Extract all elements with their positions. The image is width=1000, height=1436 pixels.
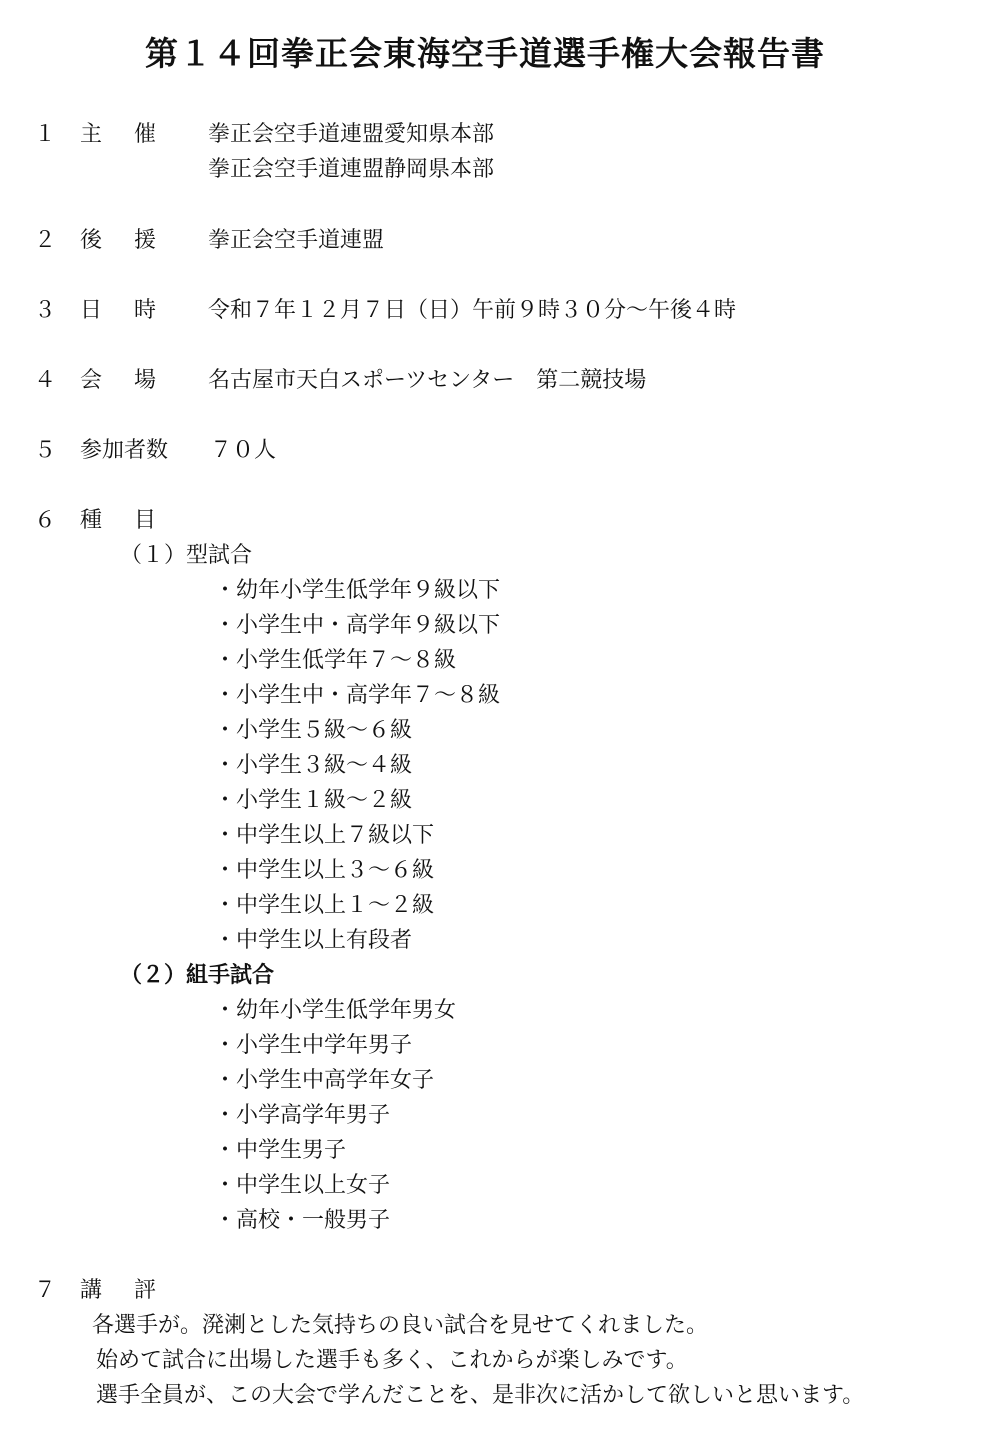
organizer-value-2: 拳正会空手道連盟静岡県本部 [208,157,495,182]
list-item: ・幼年小学生低学年９級以下 [214,576,500,606]
list-item: ・小学生１級～２級 [214,786,412,816]
bullet-icon: ・ [214,928,237,953]
bullet-icon: ・ [214,1068,237,1093]
document-title: 第１４回拳正会東海空手道選手権大会報告書 [145,34,825,73]
list-item: ・中学生以上７級以下 [214,821,434,851]
section-label: 講 評 [80,1278,157,1303]
section-label: 主 催 [80,122,157,147]
section-number: ６ [34,508,57,533]
list-item: ・小学生中・高学年９級以下 [214,611,500,641]
venue-value: 名古屋市天白スポーツセンター 第二競技場 [208,368,647,393]
sponsor-value: 拳正会空手道連盟 [208,228,385,253]
bullet-icon: ・ [214,648,237,673]
review-line-3: 選手全員が、この大会で学んだことを、是非次に活かして欲しいと思います。 [96,1383,865,1408]
list-item: ・小学生低学年７～８級 [214,646,456,676]
bullet-icon: ・ [214,788,237,813]
list-item: ・高校・一般男子 [214,1206,390,1236]
bullet-icon: ・ [214,1208,237,1233]
bullet-icon: ・ [214,1033,237,1058]
section-number: １ [34,122,57,147]
kumite-heading: （２）組手試合 [120,963,275,988]
bullet-icon: ・ [214,1103,237,1128]
bullet-icon: ・ [214,893,237,918]
section-number: ４ [34,368,57,393]
bullet-icon: ・ [214,578,237,603]
organizer-value-1: 拳正会空手道連盟愛知県本部 [208,122,495,147]
section-number: ５ [34,438,57,463]
section-number: ３ [34,298,57,323]
kata-heading: （１）型試合 [120,543,253,568]
participants-value: ７０人 [210,438,277,463]
bullet-icon: ・ [214,613,237,638]
list-item: ・小学生中学年男子 [214,1031,412,1061]
list-item: ・小学生中高学年女子 [214,1066,434,1096]
bullet-icon: ・ [214,1138,237,1163]
list-item: ・小学生３級～４級 [214,751,412,781]
bullet-icon: ・ [214,998,237,1023]
datetime-value: 令和７年１２月７日（日）午前９時３０分～午後４時 [208,298,737,323]
list-item: ・小学生中・高学年７～８級 [214,681,500,711]
review-line-2: 始めて試合に出場した選手も多く、これからが楽しみです。 [96,1348,688,1373]
bullet-icon: ・ [214,858,237,883]
section-label: 後 援 [80,228,157,253]
list-item: ・小学生５級～６級 [214,716,412,746]
list-item: ・中学生以上１～２級 [214,891,434,921]
bullet-icon: ・ [214,823,237,848]
bullet-icon: ・ [214,1173,237,1198]
list-item: ・中学生以上３～６級 [214,856,434,886]
section-number: ７ [34,1278,57,1303]
list-item: ・小学高学年男子 [214,1101,390,1131]
section-label: 会 場 [80,368,157,393]
list-item: ・中学生以上女子 [214,1171,390,1201]
section-label: 種 目 [80,508,157,533]
bullet-icon: ・ [214,718,237,743]
list-item: ・中学生以上有段者 [214,926,412,956]
list-item: ・中学生男子 [214,1136,346,1166]
bullet-icon: ・ [214,683,237,708]
section-label: 日 時 [80,298,157,323]
section-label: 参加者数 [80,438,169,463]
section-number: ２ [34,228,57,253]
review-line-1: 各選手が。溌溂とした気持ちの良い試合を見せてくれました。 [92,1313,709,1338]
bullet-icon: ・ [214,753,237,778]
list-item: ・幼年小学生低学年男女 [214,996,456,1026]
